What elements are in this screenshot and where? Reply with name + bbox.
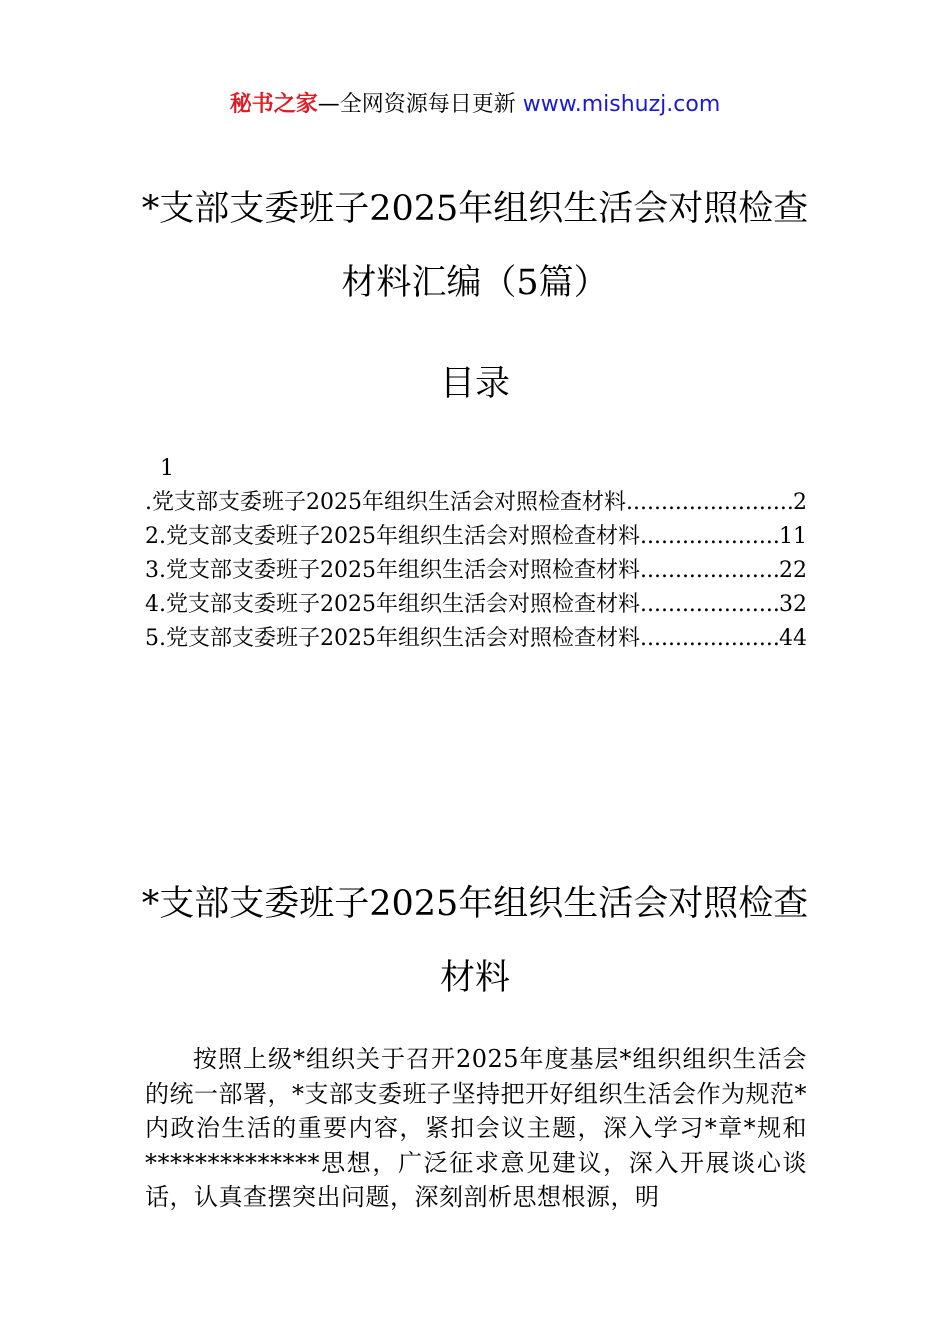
- toc-entry[interactable]: [145, 520, 807, 554]
- brand-name: 秘书之家: [229, 92, 318, 117]
- toc-entry[interactable]: [145, 588, 807, 622]
- toc-entry-text: .党支部支委班子2025年组织生活会对照检查材料: [145, 490, 626, 515]
- toc-leader-dots: [640, 520, 779, 554]
- toc-leader-dots: [626, 486, 793, 520]
- toc-leader-dots: [640, 622, 779, 656]
- toc-first-number: 1: [160, 456, 174, 481]
- toc-entry[interactable]: [145, 486, 807, 520]
- toc-entry-page: 2: [793, 490, 807, 515]
- toc-entry-page: 22: [779, 558, 807, 583]
- website-link[interactable]: www.mishuzj.com: [522, 92, 721, 117]
- toc-entry-text: 5.党支部支委班子2025年组织生活会对照检查材料: [145, 626, 640, 651]
- main-title: *支部支委班子2025年组织生活会对照检查材料汇编（5篇）: [141, 189, 809, 303]
- body-paragraph: 按照上级*组织关于召开2025年度基层*组织组织生活会的统一部署，*支部支委班子坚持把开好组织生活会作为规范*内政治生活的重要内容，紧扣会议主题，深入学习*章*规和**************思想，广泛征求意见建议，深入开展谈心谈话，认真查摆突出问题，深刻剖析思想根源，明: [145, 1045, 807, 1211]
- banner-slogan: —全网资源每日更新: [317, 92, 523, 117]
- toc-heading: 目录: [439, 364, 510, 404]
- section-title: *支部支委班子2025年组织生活会对照检查材料: [141, 884, 809, 998]
- header-banner: [0, 88, 950, 122]
- toc-entry-page: 11: [779, 524, 807, 549]
- toc-entry-page: 32: [779, 592, 807, 617]
- toc-entry-text: 3.党支部支委班子2025年组织生活会对照检查材料: [145, 558, 640, 583]
- toc-leader-dots: [640, 554, 779, 588]
- toc-leader-dots: [640, 588, 779, 622]
- toc-entry-text: 2.党支部支委班子2025年组织生活会对照检查材料: [145, 524, 640, 549]
- toc-entry[interactable]: [145, 554, 807, 588]
- toc-entry-page: 44: [779, 626, 807, 651]
- table-of-contents: [145, 452, 807, 656]
- toc-entry-text: 4.党支部支委班子2025年组织生活会对照检查材料: [145, 592, 640, 617]
- toc-entry[interactable]: [145, 622, 807, 656]
